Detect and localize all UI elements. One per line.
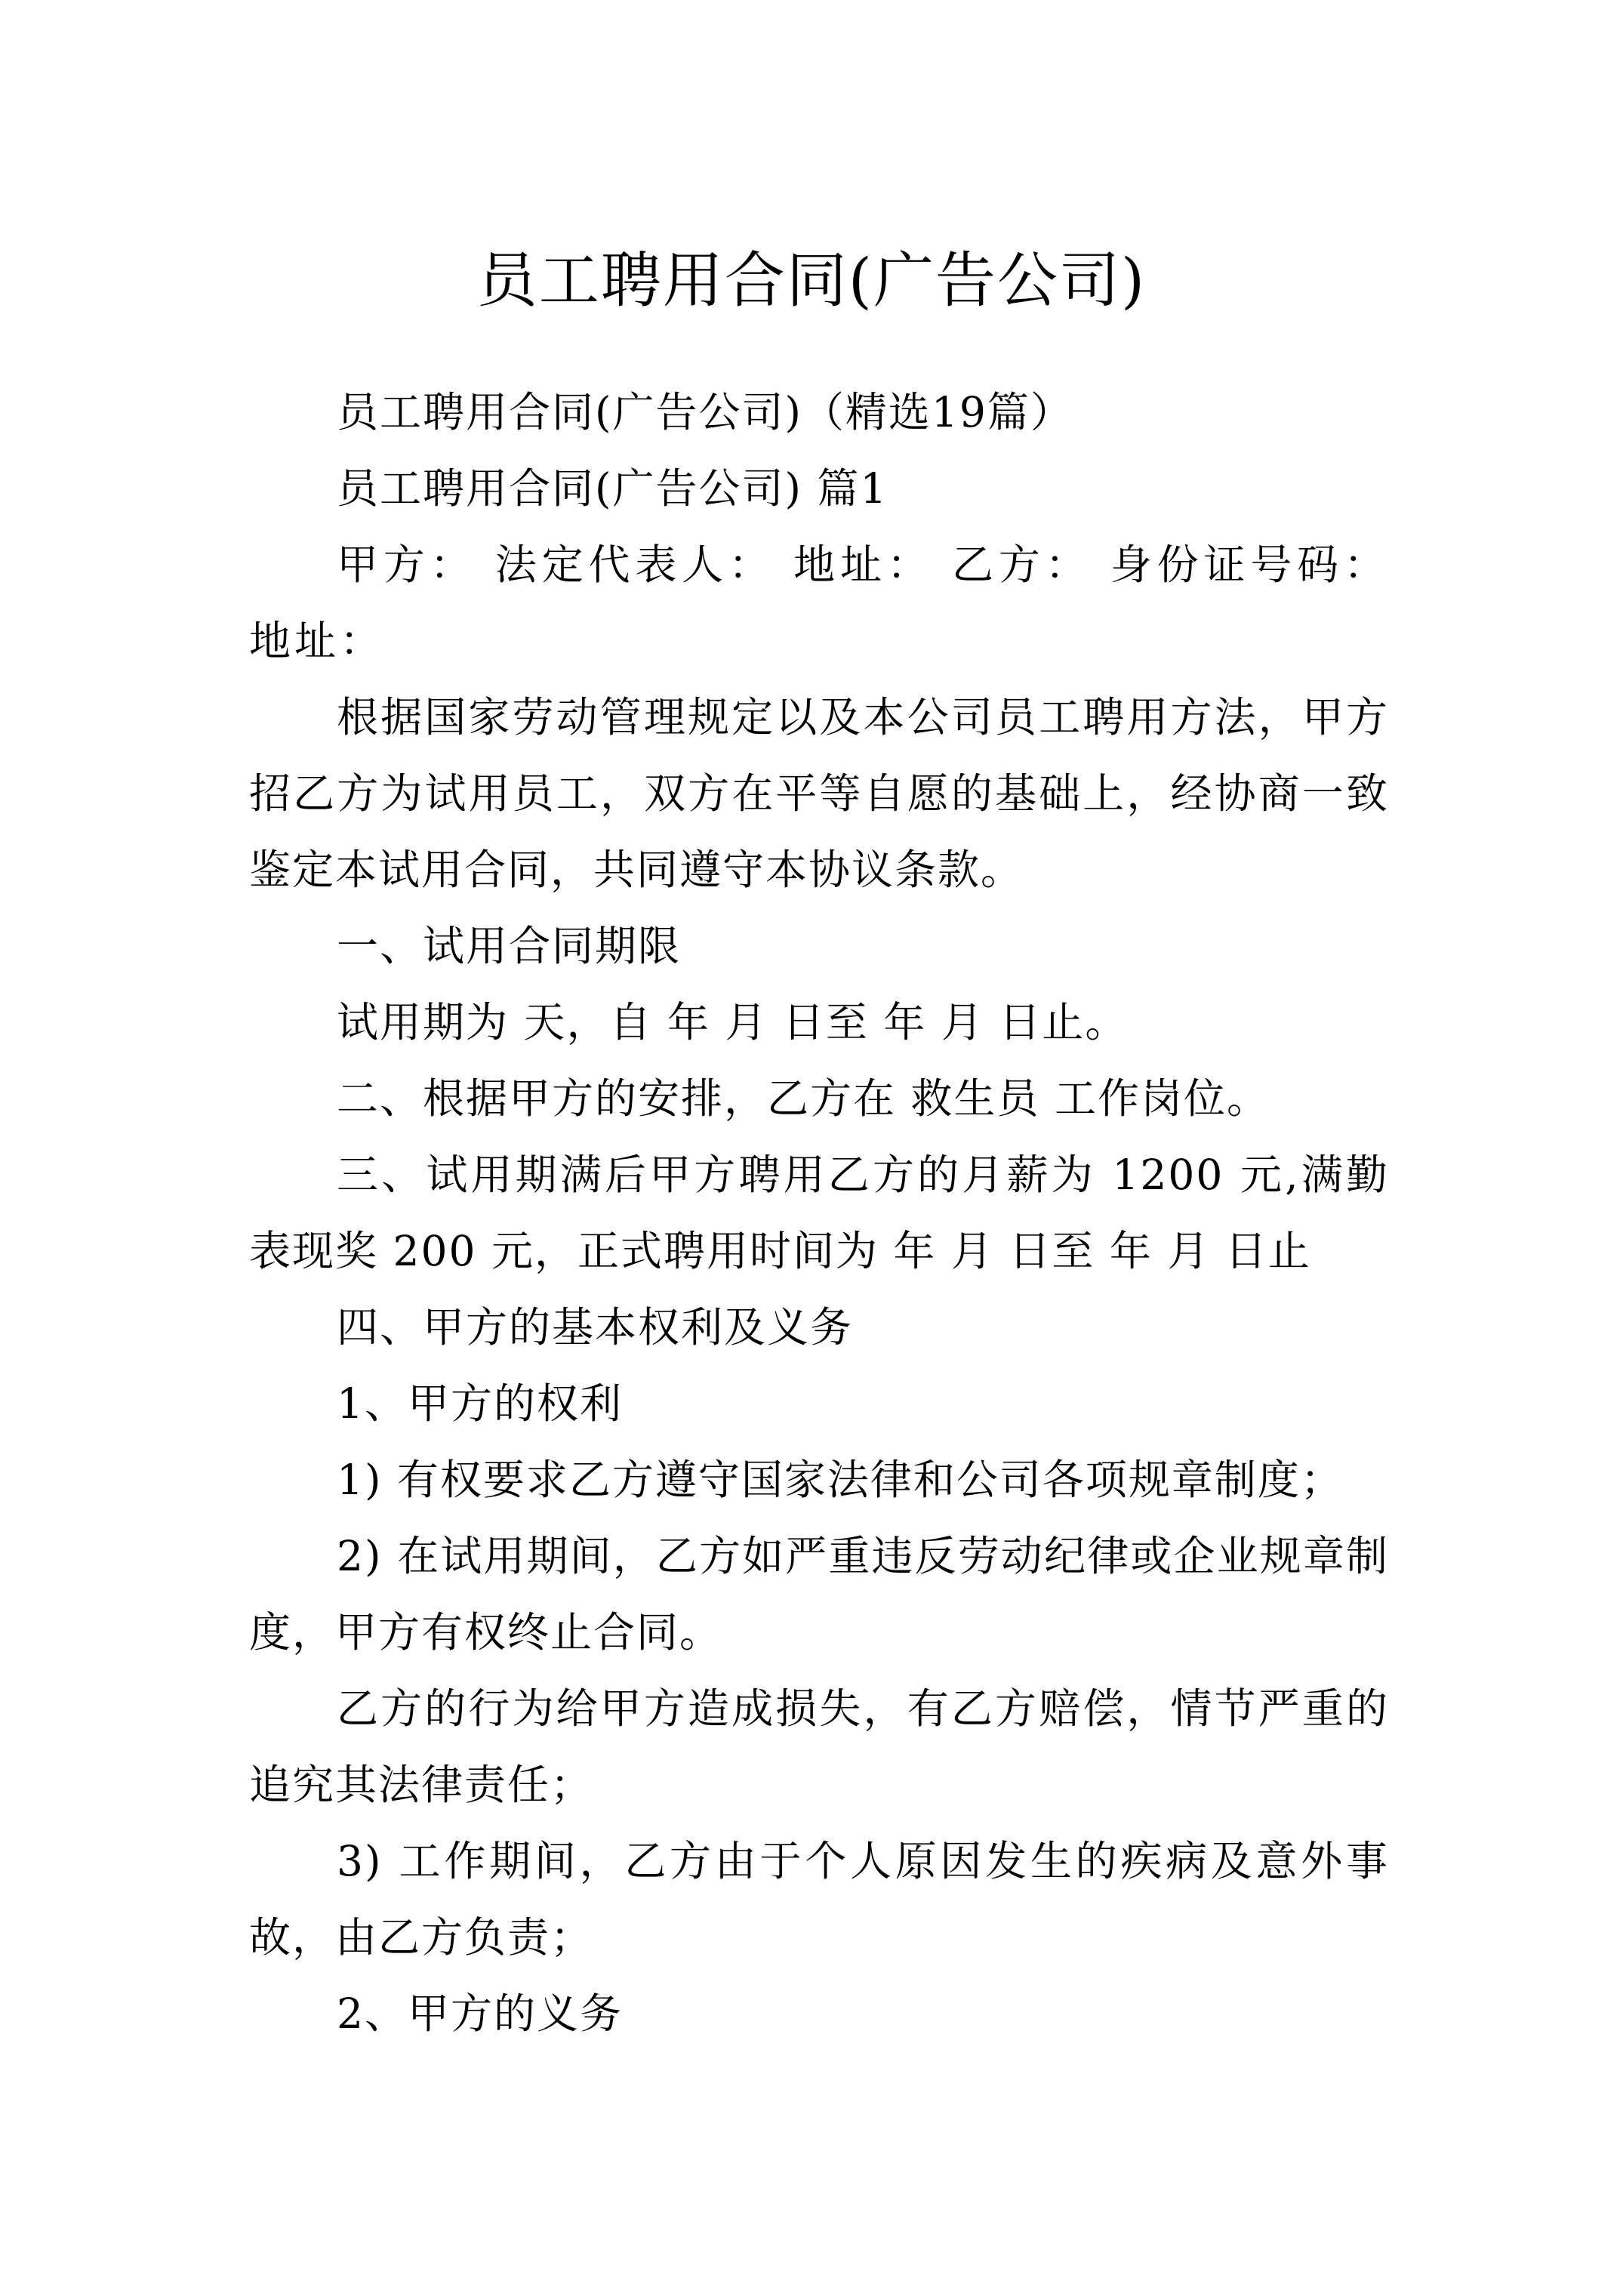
paragraph-right-2-cont: 乙方的行为给甲方造成损失，有乙方赔偿，情节严重的追究其法律责任； xyxy=(249,1684,1389,1809)
paragraph-party-a-rights: 1、甲方的权利 xyxy=(337,1379,623,1428)
document-body xyxy=(249,374,1389,2052)
paragraph-right-3: 3) 工作期间，乙方由于个人原因发生的疾病及意外事故，由乙方负责； xyxy=(249,1837,1389,1962)
paragraph-trial-period: 试用期为 天，自 年 月 日至 年 月 日止。 xyxy=(337,998,1129,1046)
paragraph-clause-1: 一、试用合同期限 xyxy=(337,922,682,970)
paragraph-clause-4: 四、甲方的基本权利及义务 xyxy=(337,1303,854,1351)
document-title: 员工聘用合同(广告公司) xyxy=(476,245,1147,316)
paragraph-right-1: 1) 有权要求乙方遵守国家法律和公司各项规章制度； xyxy=(337,1456,1344,1504)
paragraph-section-heading: 员工聘用合同(广告公司) 篇1 xyxy=(337,464,888,513)
paragraph-subtitle: 员工聘用合同(广告公司)（精选19篇） xyxy=(337,388,1073,436)
paragraph-parties: 甲方： 法定代表人： 地址： 乙方： 身份证号码： 地址： xyxy=(249,541,1389,665)
paragraph-right-2: 2) 在试用期间，乙方如严重违反劳动纪律或企业规章制度，甲方有权终止合同。 xyxy=(249,1532,1389,1657)
paragraph-party-a-obligations: 2、甲方的义务 xyxy=(337,1989,623,2038)
paragraph-clause-3: 三、试用期满后甲方聘用乙方的月薪为 1200 元,满勤表现奖 200 元，正式聘用时间为 年 月 日至 年 月 日止 xyxy=(249,1151,1389,1275)
paragraph-clause-2: 二、根据甲方的安排，乙方在 救生员 工作岗位。 xyxy=(337,1074,1270,1123)
paragraph-preamble: 根据国家劳动管理规定以及本公司员工聘用方法，甲方招乙方为试用员工，双方在平等自愿的基础上，经协商一致鉴定本试用合同，共同遵守本协议条款。 xyxy=(249,693,1389,894)
